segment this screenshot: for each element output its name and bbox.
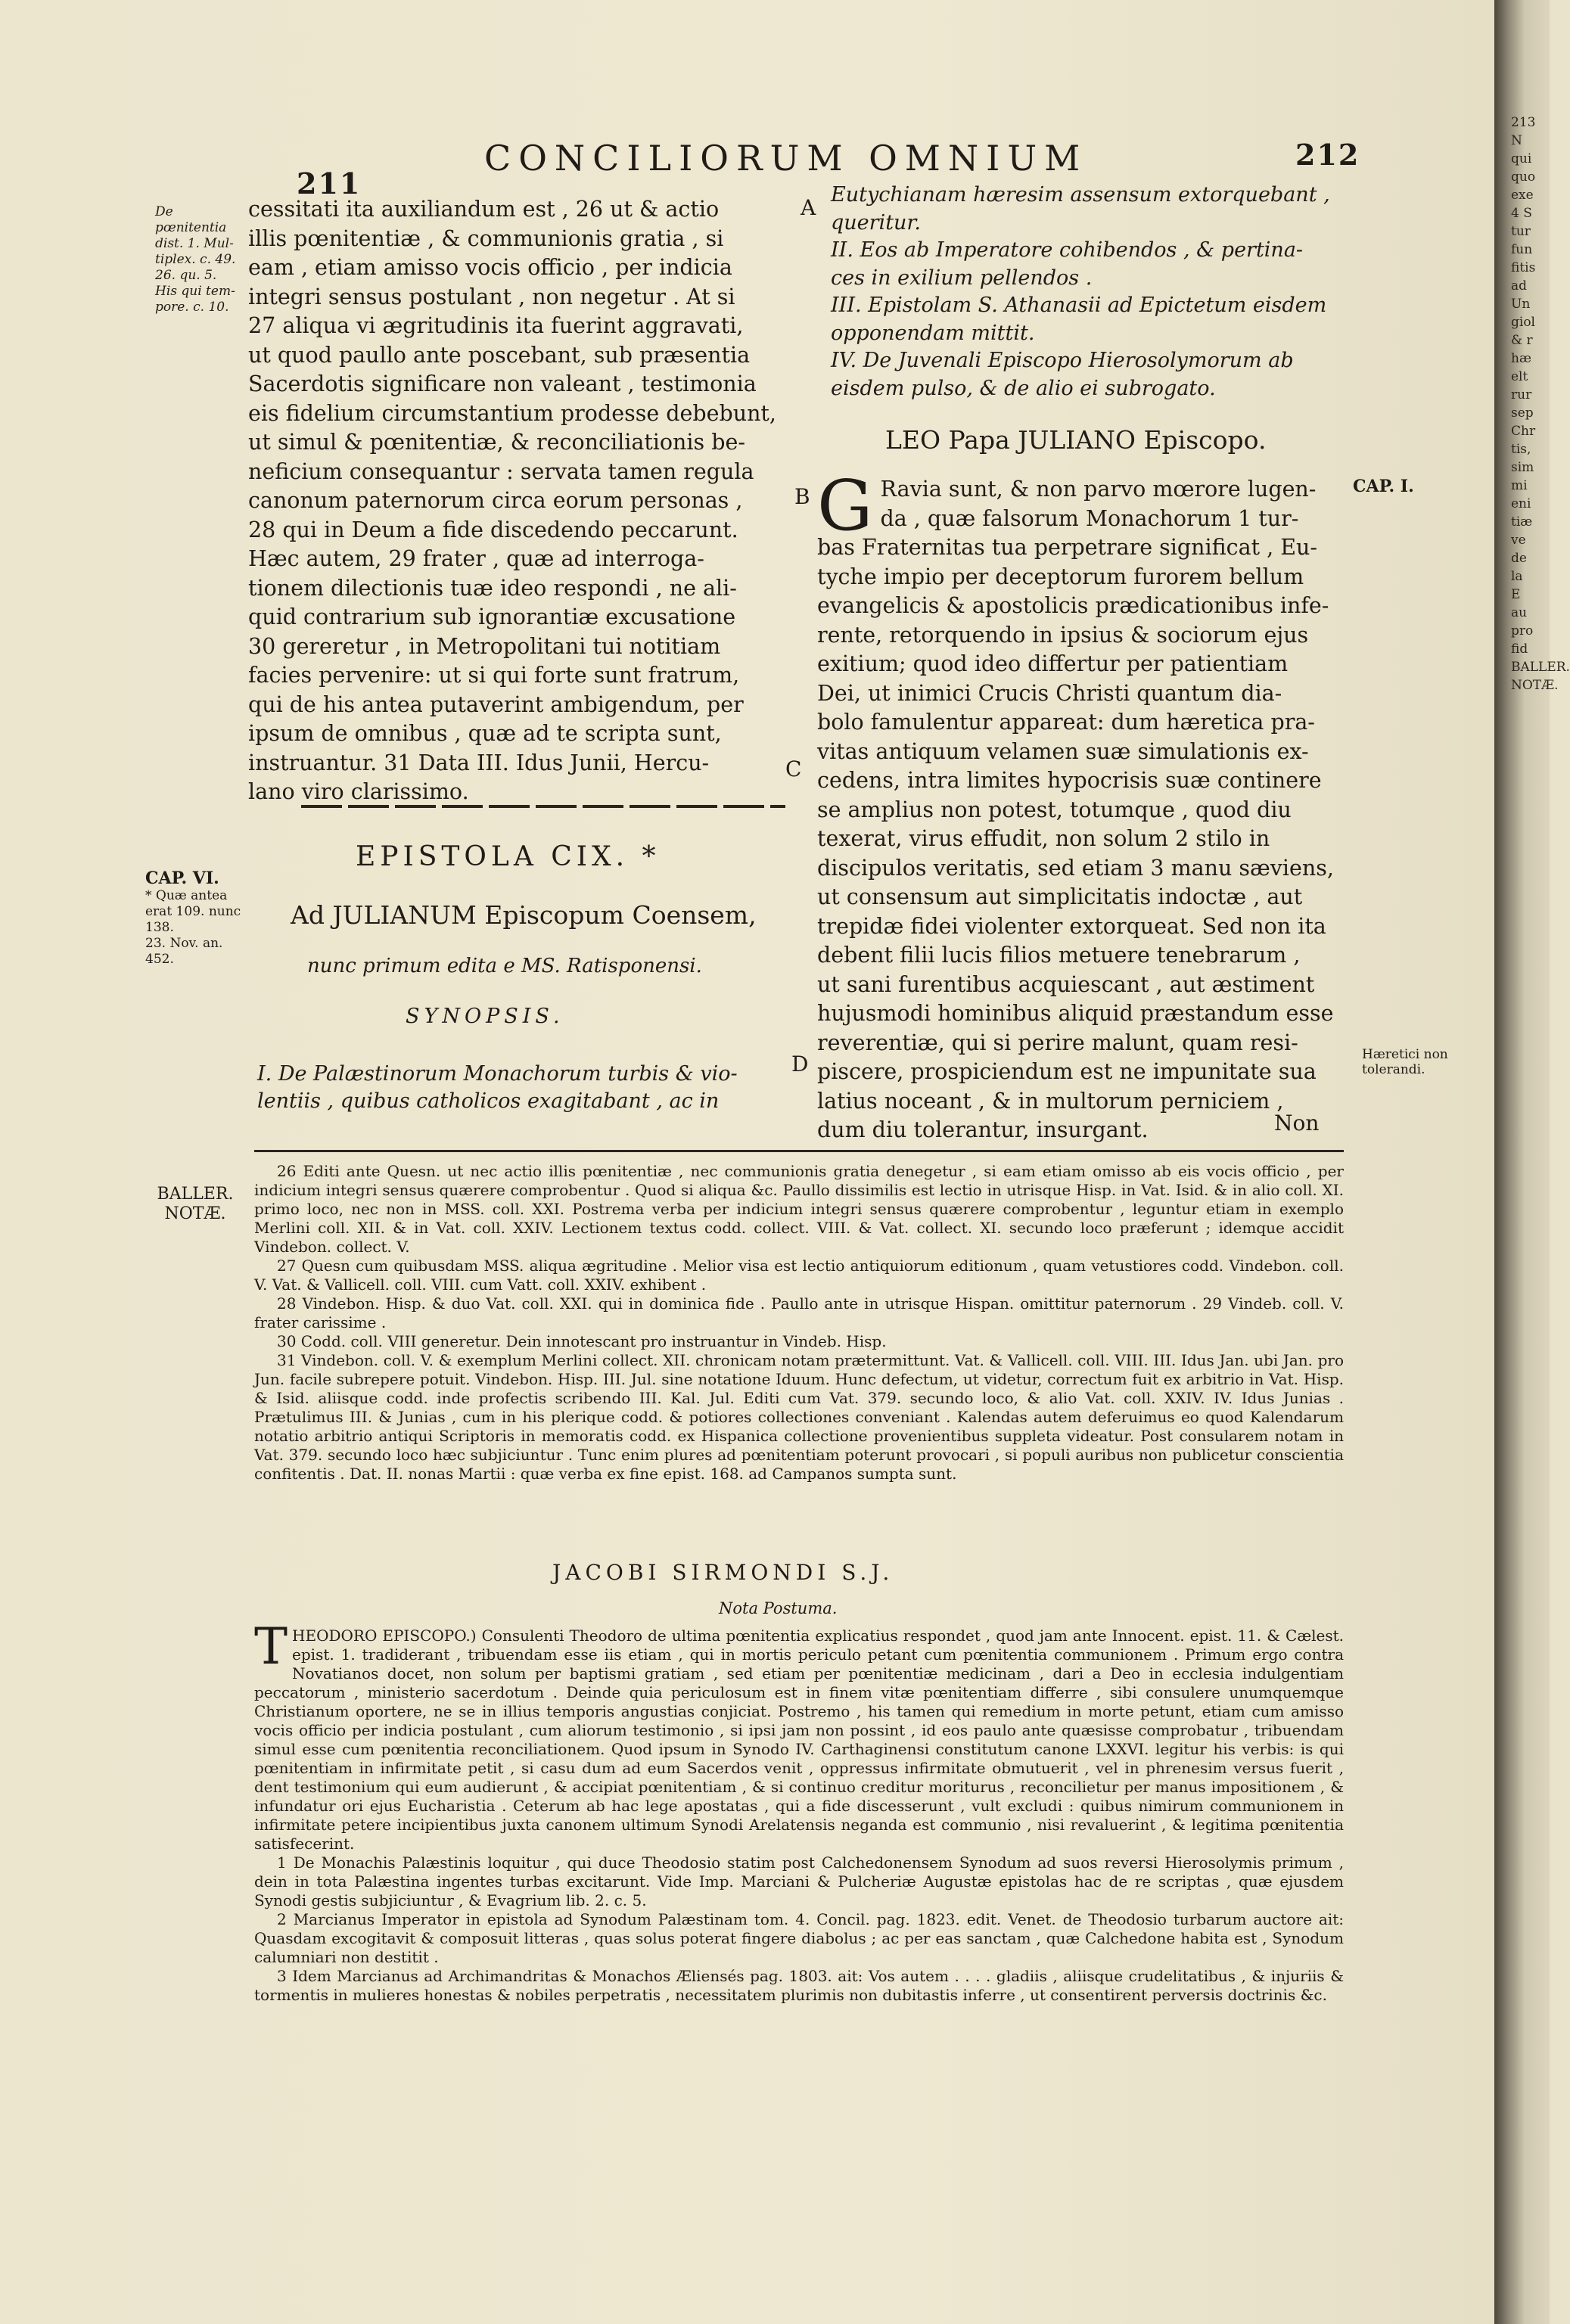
right-column-rest <box>817 533 1347 1145</box>
right-column-line: bas Fraternitas tua perpetrare significat , Eu- <box>817 535 1318 560</box>
baller-note: 28 Vindebon. Hisp. & duo Vat. coll. XXI. qui in dominica fide . Paullo ante in utrisque Hispan. omittitur paternorum . 29 Vindeb. coll. V. frater carissime . <box>254 1294 1344 1331</box>
right-column-line: trepidæ fidei violenter extorqueat. Sed non ita <box>817 913 1326 939</box>
notes-rule <box>254 1150 1344 1152</box>
baller-note: 31 Vindebon. coll. V. & exemplum Merlini collect. XII. chronicam notam prætermittunt. Vat. & Vallicell. coll. VIII. III. Idus Jan. ubi Jan. pro Jun. facile subrepere potuit. Vindebon. Hisp. III. Jul. sine notatione Iduum. Hunc defectum, ut videtur, correctum fuit ex arbitrio in Vat. Hisp. & Isid. aliisque codd. inde profectis scribendo III. Kal. Jul. Editi cum Vat. 379. secundo loco, & alio Vat. coll. XXIV. IV. Idus Junias . Prætulimus III. & Junias , cum in his plerique codd. & potiores collectiones conveniant . Kalendas autem deferuimus eo quod Kalendarum notatio arbitrio antiqui Scriptoris in memoratis codd. ex Hispanica collectione provenientibus suppleta videatur. Post consularem notam in Vat. 379. secundo loco hæc subjiciuntur . Tunc enim plures ad pœnitentiam poterunt provocari , si populi auribus non publicetur conscientia confitentis . Dat. II. nonas Martii : quæ verba ex fine epist. 168. ad Campanos sumpta sunt. <box>254 1351 1344 1483</box>
right-column-line: Dei, ut inimici Crucis Christi quantum dia- <box>817 680 1282 706</box>
gutter-fragment: ve <box>1511 533 1526 548</box>
gutter-fragment: E <box>1511 587 1521 602</box>
synopsis-line: eisdem pulso, & de alio ei subrogato. <box>831 376 1216 400</box>
dropcap-t: T <box>254 1617 288 1676</box>
right-column-line: texerat, virus effudit, non solum 2 stilo in <box>817 826 1270 851</box>
right-column-line: reverentiæ, qui si perire malunt, quam resi- <box>817 1030 1298 1055</box>
page-number-left: 211 <box>297 166 362 200</box>
running-title: CONCILIORUM OMNIUM <box>484 138 1088 179</box>
synopsis-line: Eutychianam hæresim assensum extorquebant , <box>831 183 1330 207</box>
gutter-fragment: 4 S <box>1511 206 1532 221</box>
gutter-fragment: qui <box>1511 151 1532 166</box>
gutter-fragment: quo <box>1511 169 1536 185</box>
gutter-fragments <box>1511 113 1570 694</box>
right-synopsis <box>831 182 1376 402</box>
left-column-line: 30 gereretur , in Metropolitani tui notitiam <box>248 633 721 659</box>
margin-note-line: De pœnitentia <box>155 204 227 235</box>
page-number-right: 212 <box>1295 138 1360 172</box>
gutter-fragment: BALLER. <box>1511 660 1570 675</box>
left-column-line: 27 aliqua vi ægritudinis ita fuerint aggravati, <box>248 313 744 338</box>
right-column-line: da , quæ falsorum Monachorum 1 tur- <box>880 505 1299 531</box>
synopsis-line: ces in exilium pellendos . <box>831 266 1093 290</box>
gutter-fragment: pro <box>1511 623 1534 638</box>
left-column-line: canonum paternorum circa eorum personas , <box>248 488 743 513</box>
section-divider <box>301 805 785 808</box>
sirmondi-para-2: 1 De Monachis Palæstinis loquitur , qui duce Theodosio statim post Calchedonensem Synodum ad suos reversi Hierosolymis primum , dein in tota Palæstina ingentes turbas excitarunt. Vide Imp. Marciani & Pulcheriæ Augustæ epistolas hac de re scriptas , quæ ejusdem Synodi gestis subjiciuntur , & Evagrium lib. 2. c. 5. <box>254 1853 1344 1909</box>
gutter-fragment: sep <box>1511 405 1534 421</box>
margin-note-line: tiplex. c. 49. <box>155 252 236 267</box>
haeretici-note <box>1362 1047 1448 1077</box>
right-column-line: cedens, intra limites hypocrisis suæ continere <box>817 768 1322 793</box>
cap-vi-line: 452. <box>145 952 174 967</box>
cap-vi-line: 23. Nov. an. <box>145 936 223 951</box>
epistola-address: Ad JULIANUM Episcopum Coensem, <box>291 900 757 930</box>
right-column-line: se amplius non potest, totumque , quod diu <box>817 797 1292 822</box>
gutter-fragment: N <box>1511 133 1522 148</box>
cap-vi-line: 138. <box>145 920 174 935</box>
right-column-line: discipulos veritatis, sed etiam 3 manu sæviens, <box>817 855 1334 881</box>
gutter-fragment: hæ <box>1511 351 1531 366</box>
gutter-fragment: la <box>1511 569 1523 584</box>
left-column-line: Sacerdotis significare non valeant , testimonia <box>248 371 757 396</box>
sirmondi-para-3: 2 Marcianus Imperator in epistola ad Synodum Palæstinam tom. 4. Concil. pag. 1823. edit. Venet. de Theodosio turbarum auctore ait: Quasdam excogitavit & composuit litteras , quas solus poterat fingere diabolus ; ac per eas sanctam , quæ Calchedone habita est , Synodum calumniari non destitit . <box>254 1910 1344 1966</box>
right-column-line: tyche impio per deceptorum furorem bellum <box>817 564 1304 589</box>
right-column-line: dum diu tolerantur, insurgant. <box>817 1117 1149 1142</box>
baller-note: 26 Editi ante Quesn. ut nec actio illis pœnitentiæ , nec communionis gratia denegetur , si eam etiam omisso ab eis vocis officio , per indicium integri sensus quærere comprobentur . Quod si aliqua &c. Paullo dissimilis est lectio in utrisque Hisp. in Vat. Isid. & in alio coll. XI. primo loco, nec non in MSS. coll. XXI. Postrema verba per indicium integri sensus quærere comprobentur , leguntur etiam in exemplo Merlini coll. XII. & in Vat. coll. XXIV. Lectionem textus codd. collect. VIII. & Vat. collect. XI. secundo loco præferunt ; idemque accidit Vindebon. collect. V. <box>254 1162 1344 1256</box>
next-page-gutter <box>1494 0 1570 2324</box>
baller-note: 27 Quesn cum quibusdam MSS. aliqua ægritudine . Melior visa est lectio antiquiorum editionum , quam vetustiores codd. Vindebon. coll. V. Vat. & Vallicell. coll. VIII. cum Vatt. coll. XXIV. exhibent . <box>254 1257 1344 1294</box>
left-column-line: instruantur. 31 Data III. Idus Junii, Hercu- <box>248 750 710 775</box>
gutter-fragment: tiæ <box>1511 514 1533 530</box>
right-column-line: bolo famulentur appareat: dum hæretica pra- <box>817 710 1315 735</box>
right-column-line: Ravia sunt, & non parvo mœrore lugen- <box>880 477 1317 502</box>
left-column-line: facies pervenire: ut si qui forte sunt fratrum, <box>248 663 740 688</box>
gutter-fragment: exe <box>1511 188 1534 203</box>
sirmondi-para-1 <box>254 1617 1345 1853</box>
sirmondi-subheading: Nota Postuma. <box>719 1599 838 1617</box>
right-column-line: hujusmodi hominibus aliquid præstandum esse <box>817 1001 1334 1026</box>
sirmondi-heading: JACOBI SIRMONDI S.J. <box>552 1560 894 1585</box>
right-column-line: evangelicis & apostolicis prædicationibus infe- <box>817 593 1329 618</box>
right-column-line: vitas antiquum velamen suæ simulationis ex- <box>817 738 1309 764</box>
left-column-line: ut quod paullo ante poscebant, sub præsentia <box>248 342 751 368</box>
epistola-edition: nunc primum edita e MS. Ratisponensi. <box>307 955 702 977</box>
gutter-fragment: de <box>1511 551 1527 566</box>
gutter-fragment: & r <box>1511 333 1533 348</box>
synopsis-item-1a: I. De Palæstinorum Monachorum turbis & vio- <box>257 1062 738 1086</box>
baller-note: 30 Codd. coll. VIII generetur. Dein innotescant pro instruantur in Vindeb. Hisp. <box>277 1332 887 1350</box>
synopsis-line: III. Epistolam S. Athanasii ad Epictetum eisdem <box>831 294 1327 317</box>
synopsis-line: II. Eos ab Imperatore cohibendos , & pertina- <box>831 238 1304 262</box>
epistola-title: EPISTOLA CIX. * <box>356 841 661 872</box>
gutter-fragment: giol <box>1511 315 1535 330</box>
gutter-fragment: elt <box>1511 369 1528 384</box>
margin-note-line: 26. qu. 5. <box>155 268 217 283</box>
synopsis-line: queritur. <box>831 210 921 235</box>
synopsis-line: opponendam mittit. <box>831 321 1035 345</box>
section-letter-b: B <box>794 484 810 509</box>
sirmondi-para-1-text: ) Consulenti Theodoro de ultima pœnitentia explicatius respondet , quod jam ante Innocent. epist. 11. & Cælest. epist. 1. tradiderant , tribuendam esse iis etiam , qui in mortis periculo petant cum pœnitentia communionem . Primum ergo contra Novatianos docet, non solum per baptismi gratiam , sed etiam per pœnitentiæ medicinam , dari a Deo in ecclesia indulgentiam peccatorum , ministerio sacerdotum . Deinde quia periculosum est in finem vitæ pœnitentiam differre , sibi consulere unumquemque Christianum oportere, ne se in illius temporis angustias conjiciat. Postremo , his tamen qui remedium in morte petunt, etiam cum amisso vocis officio per indicia postulant , cum aliorum testimonio , si ipsi jam non possint , id eos paulo ante quæsisse comprobatur , tribuendam simul esse cum pœnitentia reconciliationem. Quod ipsum in Synodo IV. Carthaginensi constitutum canone LXXVI. legitur his verbis: is qui pœnitentiam in infirmitate petit , si casu dum ad eum Sacerdos venit , oppressus infirmitate obmutuerit , vel in phrenesim versus fuerit , dent testimonium qui eum audierunt , & accipiat pœnitentiam , & si continuo creditur moriturus , reconcilietur per manus impositionem , & infundatur ori ejus Eucharistia . Ceterum ab hac lege apostatas , qui a fide discesserunt , vult excludi : quibus nimirum communionem in infirmitate petere incipientibus juxta canonem ultimum Synodi Arelatensis neganda est communio , nisi revaluerint , & legitima pœnitentia satisfecerint. <box>254 1626 1345 1853</box>
synopsis-item-1b: lentiis , quibus catholicos exagitabant , ac in <box>257 1089 720 1113</box>
baller-notes <box>254 1162 1344 1484</box>
left-column-line: ipsum de omnibus , quæ ad te scripta sunt, <box>248 721 722 746</box>
gutter-fragment: fun <box>1511 242 1533 257</box>
left-column-line: quid contrarium sub ignorantiæ excusatione <box>248 604 736 629</box>
leo-heading: LEO Papa JULIANO Episcopo. <box>885 425 1267 455</box>
gutter-fragment: 213 <box>1511 115 1536 130</box>
right-column-line: debent filii lucis filios metuere tenebrarum , <box>817 943 1301 968</box>
gutter-fragment: fitis <box>1511 260 1536 275</box>
gutter-fragment: Chr <box>1511 424 1536 439</box>
sirmondi-para-4: 3 Idem Marcianus ad Archimandritas & Monachos Æliensés pag. 1803. ait: Vos autem . . . . gladiis , aliisque crudelitatibus , & injuriis & tormentis in mulieres honestas & nobiles perpetratis , necessitatem plurimis non dubitastis inferre , ut consentirent perversis doctrinis &c. <box>254 1967 1344 2004</box>
right-column-line: latius noceant , & in multorum perniciem , <box>817 1088 1284 1114</box>
haeretici-line: tolerandi. <box>1362 1062 1425 1077</box>
baller-label-line: BALLER. <box>157 1185 234 1204</box>
dropcap-g: G <box>817 465 873 546</box>
catchword: Non <box>1274 1111 1320 1136</box>
cap-vi-line: * Quæ antea <box>145 888 228 903</box>
left-column-line: Hæc autem, 29 frater , quæ ad interroga- <box>248 546 704 571</box>
section-letter-d: D <box>791 1052 809 1077</box>
left-column-line: 28 qui in Deum a fide discedendo peccarunt. <box>248 517 738 542</box>
sirmondi-notes <box>254 1617 1345 2005</box>
sirmondi-lead: HEODORO EPISCOPO. <box>292 1626 471 1645</box>
cap-vi-label: CAP. VI. <box>145 868 219 888</box>
gutter-fragment: eni <box>1511 496 1531 511</box>
synopsis-line: IV. De Juvenali Episcopo Hierosolymorum ab <box>831 349 1294 372</box>
section-letter-c: C <box>785 757 802 781</box>
margin-note-line: His qui tem- <box>155 284 235 299</box>
left-column-line: tionem dilectionis tuæ ideo respondi , ne ali- <box>248 575 737 601</box>
right-column-line: ut consensum aut simplicitatis indoctæ , aut <box>817 884 1303 909</box>
left-column-line: illis pœnitentiæ , & communionis gratia , si <box>248 225 724 251</box>
right-column-line: piscere, prospiciendum est ne impunitate sua <box>817 1059 1317 1084</box>
gutter-fragment: sim <box>1511 460 1534 475</box>
left-column-line: eis fidelium circumstantium prodesse debebunt, <box>248 400 776 426</box>
left-column-line: cessitati ita auxiliandum est , 26 ut & actio <box>248 197 720 222</box>
left-column-line: integri sensus postulant , non negetur . At si <box>248 284 735 309</box>
gutter-fragment: mi <box>1511 478 1528 493</box>
baller-label-line: NOTÆ. <box>164 1204 226 1223</box>
gutter-fragment: ad <box>1511 278 1528 294</box>
haeretici-line: Hæretici non <box>1362 1047 1448 1062</box>
left-column-line: lano viro clarissimo. <box>248 779 469 804</box>
gutter-fragment: tur <box>1511 224 1531 239</box>
gutter-fragment: au <box>1511 605 1528 620</box>
right-column-line: ut sani furentibus acquiescant , aut æstiment <box>817 971 1315 997</box>
cap-vi-line: erat 109. nunc <box>145 904 241 919</box>
gutter-fragment: NOTÆ. <box>1511 678 1559 693</box>
baller-label <box>150 1185 241 1224</box>
left-column-line: eam , etiam amisso vocis officio , per indicia <box>248 255 732 280</box>
left-column-text <box>248 195 794 807</box>
left-column-line: ut simul & pœnitentiæ, & reconciliationis be- <box>248 430 745 455</box>
right-column-line: rente, retorquendo in ipsius & sociorum ejus <box>817 622 1309 648</box>
gutter-fragment: fid <box>1511 642 1528 657</box>
margin-note-line: dist. 1. Mul- <box>155 236 234 251</box>
right-column-text <box>817 465 1347 1145</box>
margin-note-left <box>155 204 238 315</box>
right-column-line: exitium; quod ideo differtur per patientiam <box>817 651 1289 676</box>
gutter-fragment: Un <box>1511 297 1531 312</box>
cap-i-label: CAP. I. <box>1353 477 1414 496</box>
margin-note-line: pore. c. 10. <box>155 300 229 315</box>
section-letter-a: A <box>801 195 816 220</box>
left-column-line: neficium consequantur : servata tamen regula <box>248 458 754 484</box>
gutter-fragment: tis, <box>1511 442 1531 457</box>
synopsis-heading: SYNOPSIS. <box>406 1005 564 1028</box>
cap-vi-note <box>145 868 259 968</box>
gutter-fragment: rur <box>1511 387 1532 402</box>
left-column-line: qui de his antea putaverint ambigendum, per <box>248 691 744 717</box>
